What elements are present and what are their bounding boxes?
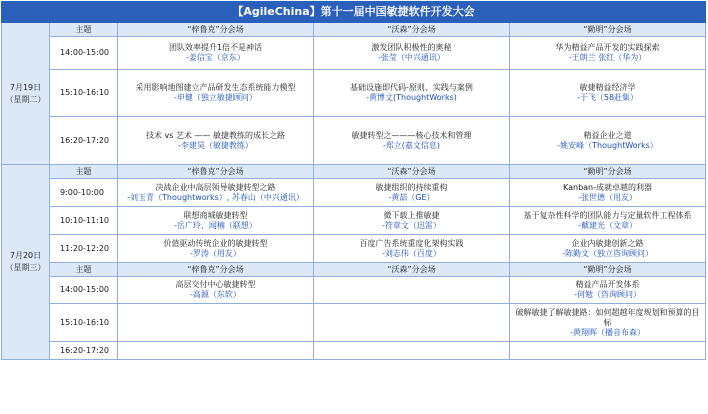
session-topic: 高层交付中心敏捷转型 <box>175 280 256 289</box>
session-topic: Kanban-成就卓越的利器 <box>563 182 653 192</box>
day2-weekday: （星期三） <box>5 263 46 272</box>
session-topic: 采用影响地图建立产品研发生态系统能力模型 <box>135 83 296 92</box>
day2-row4-time: 14:00-15:00 <box>50 277 118 304</box>
day1-row1-time: 14:00-15:00 <box>50 37 118 70</box>
session-topic: 激发团队积极性的奥秘 <box>371 43 452 52</box>
day2-row1-time: 9:00-10:00 <box>50 179 118 207</box>
session-topic: 敏捷精益经济学 <box>579 83 636 92</box>
day1-header-room2: “沃森”分会场 <box>314 23 510 37</box>
day2-row3-time: 11:20-12:20 <box>50 235 118 263</box>
day1-header-topic: 主题 <box>50 23 118 37</box>
session-cell-empty <box>314 342 510 360</box>
day2-header-room3: “勤明”分会场 <box>510 165 706 179</box>
session-cell <box>118 207 314 235</box>
day2-header-room2: “沃森”分会场 <box>314 165 510 179</box>
session-speaker: -罗涛（用友） <box>190 248 241 258</box>
session-cell <box>314 179 510 207</box>
session-topic: 企业内敏捷创新之路 <box>571 238 644 248</box>
session-topic: 精益产品开发体系 <box>575 280 640 289</box>
session-topic: 精益企业之道 <box>583 130 632 140</box>
day2-row5-time: 15:10-16:10 <box>50 304 118 342</box>
session-speaker: -黄喆（GE） <box>388 192 435 202</box>
day1-weekday: （星期二） <box>5 94 46 104</box>
session-speaker: -张莹（中兴通讯） <box>378 53 445 62</box>
session-speaker: -戴建光（文章） <box>578 220 637 230</box>
page-title: 【AgileChina】第十一届中国敏捷软件开发大会 <box>2 2 706 23</box>
session-speaker: -郑立(嘉文信息) <box>382 140 441 150</box>
session-cell <box>510 304 706 342</box>
session-topic: 技术 vs 艺术 —— 敏捷教练的成长之路 <box>145 130 286 140</box>
session-speaker: -李建昊（敏捷教练） <box>178 140 253 150</box>
session-topic: 联想商城敏捷转型 <box>183 210 248 220</box>
session-cell <box>118 37 314 70</box>
day2-pm-header-room1: “梓鲁克”分会场 <box>118 263 314 277</box>
day2-row2-time: 10:10-11:10 <box>50 207 118 235</box>
day1-row2-time: 15:10-16:10 <box>50 70 118 117</box>
session-speaker: -何勉（咨询顾问） <box>574 290 641 299</box>
session-topic: 百度广告系统重度化架构实践 <box>359 238 464 248</box>
session-cell <box>510 277 706 304</box>
session-cell <box>314 117 510 165</box>
session-topic: 团队效率提升1倍不是神话 <box>168 43 263 52</box>
session-cell-empty <box>118 304 314 342</box>
session-cell <box>510 235 706 263</box>
session-cell-empty <box>314 304 510 342</box>
session-topic: 基于复杂性科学的团队能力与定量软件工程体系 <box>523 210 692 220</box>
session-cell <box>510 179 706 207</box>
day1-header-room3: “勤明”分会场 <box>510 23 706 37</box>
day1-date-cell <box>2 23 50 165</box>
session-speaker: -刘玉青（Thoughtworks）, 苏春山（中兴通讯） <box>127 192 304 202</box>
session-topic: 价值驱动传统企业的敏捷转型 <box>163 238 268 248</box>
session-topic: 决战企业中高层领导敏捷转型之路 <box>155 182 276 192</box>
session-cell <box>510 37 706 70</box>
session-topic: 敏捷转型之———核心技术和管理 <box>351 130 472 140</box>
session-speaker: -黄博文(ThoughtWorks) <box>366 93 457 102</box>
day2-pm-header-room3: “勤明”分会场 <box>510 263 706 277</box>
session-speaker: -姚安峰（ThoughtWorks） <box>557 140 658 150</box>
session-cell <box>314 207 510 235</box>
session-cell <box>510 207 706 235</box>
session-topic: 破解敏捷了解敏捷路：如何超越年度规划和预算的目标 <box>515 307 700 327</box>
day2-date: 7月20日 <box>9 251 42 260</box>
session-speaker: -黄翔晖（播音布森） <box>570 327 645 337</box>
session-cell-empty <box>314 277 510 304</box>
session-speaker: -陈勤文（独立咨询顾问） <box>562 248 653 258</box>
session-topic: 敏捷组织的持续重构 <box>375 182 448 192</box>
session-speaker: -符章文（迅雷） <box>382 220 441 230</box>
day1-header-room1: “梓鲁克”分会场 <box>118 23 314 37</box>
session-cell <box>118 235 314 263</box>
session-speaker: -于飞（58赶集） <box>576 93 639 102</box>
session-speaker: -刘志伟（百度） <box>382 248 441 258</box>
session-cell <box>118 70 314 117</box>
session-speaker: -姜信宝（京东） <box>186 53 245 62</box>
session-cell <box>510 70 706 117</box>
day2-header-topic: 主题 <box>50 165 118 179</box>
session-speaker: -申健（独立敏捷顾问） <box>174 93 257 102</box>
session-cell-empty <box>510 342 706 360</box>
session-speaker: -高源（东软） <box>190 290 241 299</box>
session-cell <box>314 70 510 117</box>
session-cell <box>314 235 510 263</box>
session-speaker: -岳广玲、闻楠（联想） <box>174 220 257 230</box>
session-cell-empty <box>118 342 314 360</box>
agenda-table <box>1 1 706 360</box>
session-speaker: -张世德（用友） <box>578 192 637 202</box>
day2-date-cell <box>2 165 50 360</box>
day2-header-room1: “梓鲁克”分会场 <box>118 165 314 179</box>
session-cell <box>118 277 314 304</box>
session-topic: 华为精益产品开发的实践探索 <box>555 43 660 52</box>
day2-pm-header-room2: “沃森”分会场 <box>314 263 510 277</box>
day2-pm-header-topic: 主题 <box>50 263 118 277</box>
session-topic: 微下载上推敏捷 <box>383 210 440 220</box>
session-speaker: -王朗兰 张红（华为） <box>568 53 647 62</box>
session-cell <box>314 37 510 70</box>
session-cell <box>118 117 314 165</box>
session-cell <box>118 179 314 207</box>
day2-row6-time: 16:20-17:20 <box>50 342 118 360</box>
session-topic: 基础设施即代码-原则、实践与案例 <box>350 83 473 92</box>
session-cell <box>510 117 706 165</box>
day1-row3-time: 16:20-17:20 <box>50 117 118 165</box>
day1-date: 7月19日 <box>9 82 42 92</box>
